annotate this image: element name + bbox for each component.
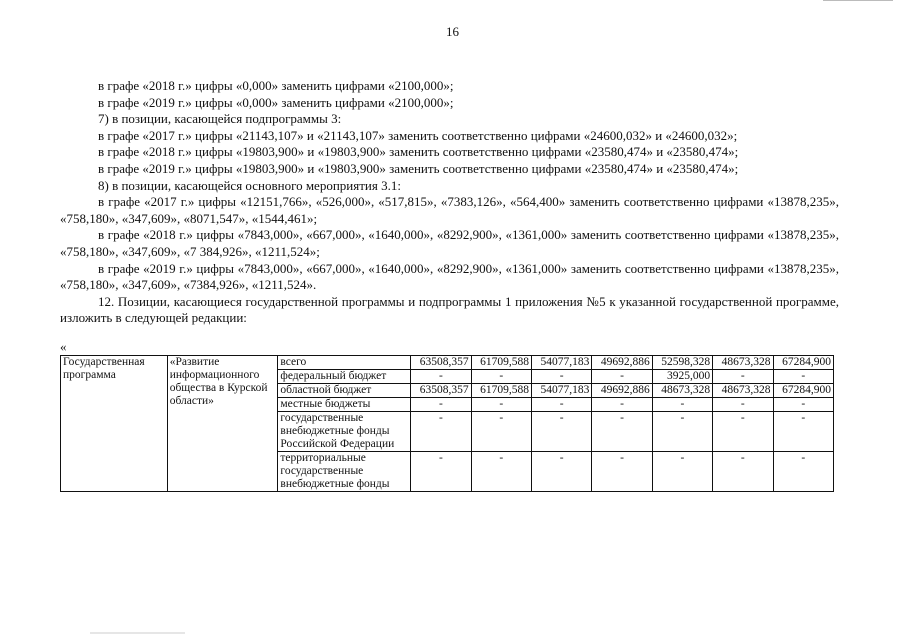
value-cell: 48673,328 xyxy=(713,384,773,398)
funding-source-cell: местные бюджеты xyxy=(278,398,411,412)
text-line: 7) в позиции, касающейся подпрограммы 3: xyxy=(98,111,342,127)
text-line: 8) в позиции, касающейся основного мероприятия 3.1: xyxy=(98,177,401,193)
funding-source-cell: областной бюджет xyxy=(278,384,411,398)
value-cell: - xyxy=(773,452,834,492)
page-number: 16 xyxy=(446,24,459,39)
funding-source-cell: государственные внебюджетные фонды Российской Федерации xyxy=(278,412,411,452)
value-cell: - xyxy=(532,452,592,492)
value-cell: - xyxy=(411,370,471,384)
value-cell: - xyxy=(411,452,471,492)
value-cell: 67284,900 xyxy=(773,384,834,398)
text-line: в графе «2019 г.» цифры «0,000» заменить цифрами «2100,000»; xyxy=(98,94,454,110)
program-type-cell: Государственная программа xyxy=(61,356,168,492)
value-cell: 63508,357 xyxy=(411,384,471,398)
value-cell: - xyxy=(471,452,531,492)
program-name-cell: «Развитие информационного общества в Курской области» xyxy=(167,356,278,492)
value-cell: - xyxy=(532,370,592,384)
value-cell: 52598,328 xyxy=(652,356,712,370)
value-cell: - xyxy=(411,398,471,412)
value-cell: - xyxy=(652,412,712,452)
value-cell: 63508,357 xyxy=(411,356,471,370)
opening-quote: « xyxy=(60,339,67,354)
text-paragraph: в графе «2019 г.» цифры «7843,000», «667,000», «1640,000», «8292,900», «1361,000» заменить соответственно цифрами «13878,235», «758,180», «347,609», «7384,926», «1211,524». xyxy=(60,260,839,293)
text-paragraph: в графе «2017 г.» цифры «12151,766», «526,000», «517,815», «7383,126», «564,400» заменить соответственно цифрами «13878,235», «758,180», «347,609», «8071,547», «1544,461»; xyxy=(60,194,839,226)
value-cell: 61709,588 xyxy=(471,384,531,398)
value-cell: - xyxy=(773,412,834,452)
value-cell: - xyxy=(592,452,652,492)
text-line: в графе «2017 г.» цифры «21143,107» и «21143,107» заменить соответственно цифрами «24600,032» и «24600,032»; xyxy=(98,127,738,143)
value-cell: - xyxy=(532,412,592,452)
scan-artifact xyxy=(90,632,185,634)
value-cell: - xyxy=(592,412,652,452)
value-cell: - xyxy=(713,412,773,452)
value-cell: 49692,886 xyxy=(592,384,652,398)
value-cell: 48673,328 xyxy=(652,384,712,398)
value-cell: - xyxy=(773,370,834,384)
value-cell: - xyxy=(713,452,773,492)
value-cell: - xyxy=(592,398,652,412)
text-paragraph: в графе «2018 г.» цифры «7843,000», «667,000», «1640,000», «8292,900», «1361,000» заменить соответственно цифрами «13878,235», «758,180», «347,609», «7 384,926», «1211,524»; xyxy=(60,227,839,259)
value-cell: 48673,328 xyxy=(713,356,773,370)
program-funding-table xyxy=(60,355,834,492)
document-body xyxy=(60,78,839,327)
value-cell: 67284,900 xyxy=(773,356,834,370)
value-cell: - xyxy=(471,398,531,412)
value-cell: - xyxy=(471,370,531,384)
funding-source-cell: территориальные государственные внебюджетные фонды xyxy=(278,452,411,492)
value-cell: - xyxy=(592,370,652,384)
scan-edge-mark xyxy=(823,0,893,1)
value-cell: - xyxy=(652,398,712,412)
value-cell: 3925,000 xyxy=(652,370,712,384)
text-paragraph: 12. Позиции, касающиеся государственной программы и подпрограммы 1 приложения №5 к указанной государственной программе, изложить в следующей редакции: xyxy=(60,293,839,326)
value-cell: - xyxy=(471,412,531,452)
text-line: в графе «2018 г.» цифры «19803,900» и «19803,900» заменить соответственно цифрами «23580,474» и «23580,474»; xyxy=(98,144,739,160)
value-cell: 49692,886 xyxy=(592,356,652,370)
value-cell: - xyxy=(713,370,773,384)
funding-source-cell: всего xyxy=(278,356,411,370)
value-cell: - xyxy=(532,398,592,412)
funding-source-cell: федеральный бюджет xyxy=(278,370,411,384)
value-cell: - xyxy=(411,412,471,452)
table-row xyxy=(61,356,834,370)
value-cell: 54077,183 xyxy=(532,356,592,370)
value-cell: - xyxy=(652,452,712,492)
text-line: в графе «2019 г.» цифры «19803,900» и «19803,900» заменить соответственно цифрами «23580,474» и «23580,474»; xyxy=(98,160,739,176)
value-cell: - xyxy=(773,398,834,412)
value-cell: - xyxy=(713,398,773,412)
value-cell: 54077,183 xyxy=(532,384,592,398)
value-cell: 61709,588 xyxy=(471,356,531,370)
text-line: в графе «2018 г.» цифры «0,000» заменить цифрами «2100,000»; xyxy=(98,78,454,93)
